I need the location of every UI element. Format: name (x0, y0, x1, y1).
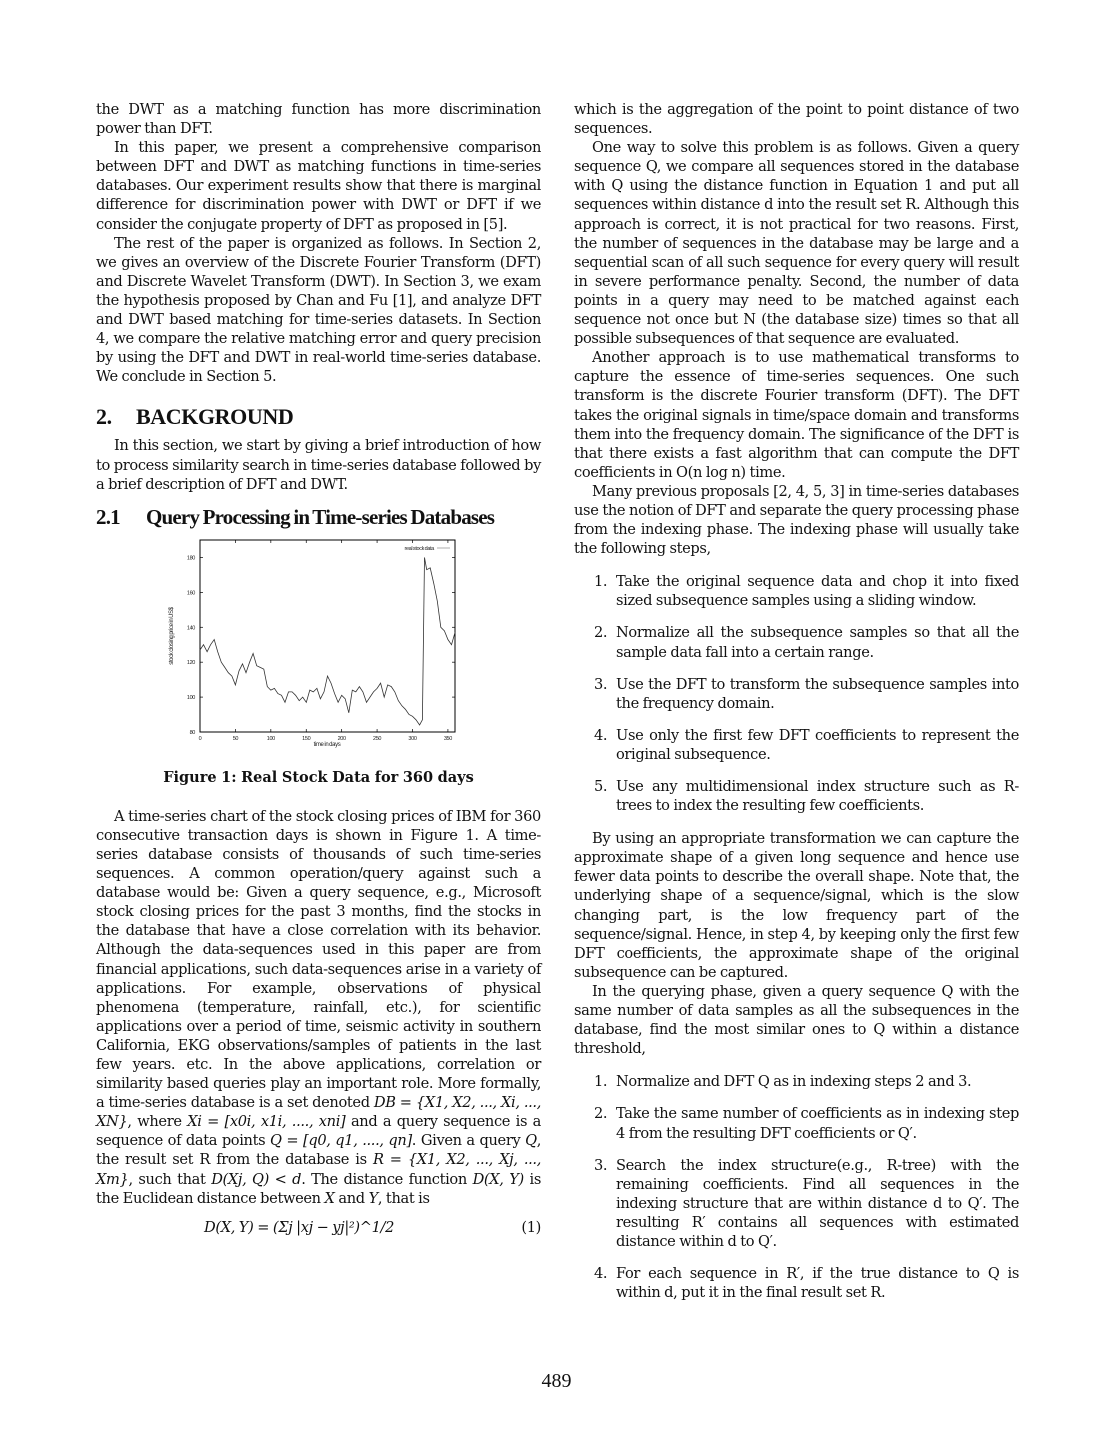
y-tick-label: 100 (186, 694, 195, 701)
series-line-real-stock-data (200, 557, 455, 725)
x-tick-label: 250 (373, 735, 382, 742)
math-r-set: R = {X1, X2, ..., Xj, ..., Xm} (96, 1151, 541, 1188)
legend-label: real stock data (404, 545, 434, 552)
section-title: BACKGROUND (136, 404, 294, 430)
y-tick-label: 180 (186, 555, 195, 562)
paragraph-by-using: By using an appropriate transformation we can capture the approximate shape of a given long sequence and hence use fewer data points to describe the overall shape. Note that, the underlying shape of a sequence/signal, which is the slow changing part, is the low frequency part of the sequence/signal. Hence, in step 4, by keeping only the first few DFT coefficients, the approximate shape of the original subsequence can be captured. (574, 830, 1019, 981)
paragraph-organization: The rest of the paper is organized as follows. In Section 2, we gives an overview of the Discrete Fourier Transform (DFT) and Discrete Wavelet Transform (DWT). In Section 3, we exam the hypothesis proposed by Chan and Fu [1], and analyze DFT and DWT based matching for time-series datasets. In Section 4, we compare the relative matching error and query precision by using the DFT and DWT in real-world time-series database. We conclude in Section 5. (96, 234, 541, 386)
y-tick-label: 140 (186, 624, 195, 631)
section-number: 2. (96, 404, 112, 430)
left-column (96, 100, 541, 1258)
right-column (574, 100, 1019, 1316)
list-item: 4. For each sequence in R′, if the true distance to Q is within d, put it in the final result set R. (594, 1265, 1019, 1302)
equation-expression: D(X, Y) = (Σj |xj − yj|²)^1/2 (204, 1218, 395, 1236)
figure-caption: Figure 1: Real Stock Data for 360 days (163, 768, 474, 786)
math-db-set: DB = {X1, X2, ..., Xi, ..., XN} (96, 1094, 541, 1131)
list-item: 4. Use only the first few DFT coefficients to represent the original subsequence. (594, 726, 1019, 763)
list-item: 2. Take the same number of coefficients as in indexing step 4 from the resulting DFT coefficients or Q′. (594, 1105, 1019, 1142)
x-axis-ticks (199, 540, 453, 742)
list-item: 1. Normalize and DFT Q as in indexing steps 2 and 3. (594, 1073, 972, 1091)
math-xi: Xi = [x0i, x1i, ...., xni] (187, 1113, 346, 1131)
paragraph-background: In this section, we start by giving a brief introduction of how to process similarity search in time-series database followed by a brief description of DFT and DWT. (96, 437, 541, 493)
x-tick-label: 100 (266, 735, 275, 742)
indexing-steps-list (574, 572, 1019, 815)
paragraph-one-way: One way to solve this problem is as follows. Given a query sequence Q, we compare all sequences stored in the database with Q using the distance function in Equation 1 and put all sequences within distance d into the result set R. Although this approach is correct, it is not practical for two reasons. First, the number of sequences in the database may be large and a sequential scan of all such sequence for every query will result in severe performance penalty. Second, the number of data points in a query may need to be matched against each sequence not once but N (the database size) times so that all possible subsequences of that sequence are evaluated. (574, 139, 1019, 348)
paragraph-another-approach: Another approach is to use mathematical transforms to capture the essence of time-series sequences. One such transform is the discrete Fourier transform (DFT). The DFT takes the original signals in time/space domain and transforms them into the frequency domain. The significance of the DFT is that there exists a fast algorithm that can compute the DFT coefficients in O(n log n) time. (574, 349, 1019, 481)
paragraph-present: In this paper, we present a comprehensive comparison between DFT and DWT as matching functions in time-series databases. Our experiment results show that there is marginal difference for discrimination power with DWT or DFT if we consider the conjugate property of DFT as proposed in [5]. (96, 139, 541, 233)
x-tick-label: 200 (337, 735, 346, 742)
list-item: 5. Use any multidimensional index structure such as R-trees to index the resulting few coefficients. (594, 778, 1019, 815)
math-q-seq: Q = [q0, q1, ...., qn] (270, 1132, 412, 1150)
math-dxy: D(X, Y) (472, 1170, 524, 1188)
paragraph-timeseries: A time-series chart of the stock closing prices of IBM for 360 consecutive transaction days is shown in Figure 1. A time-series database consists of thousands of such time-series sequences. A common operation/query against such a database would be: Given a query sequence, e.g., Microsoft stock closing prices for the past 3 months, find the stocks in the database that have a close correlation with its behavior. Although the data-sequences used in this paper are from financial applications, such data-sequences arise in a variety of applications. For example, observations of physical phenomena (temperature, rainfall, etc.), for scientific applications over a period of time, seismic activity in southern California, EKG observations/samples of patients in the last few years. etc. In the above applications, correlation or similarity based queries play an important role. More formally, a time-series database is a set denoted DB = {X1, X2, ..., Xi, ..., XN}, where Xi = [x0i, x1i, ...., xni] and a query sequence is a sequence of data points Q = [q0, q1, ...., qn]. Given a query Q, the result set R from the database is R = {X1, X2, ..., Xj, ..., Xm}, such that D(Xj, Q) < d. The distance function D(X, Y) is the Euclidean distance between X and Y, that is (96, 807, 542, 1207)
equation-number: (1) (521, 1218, 541, 1236)
subsection-number: 2.1 (96, 504, 120, 529)
y-tick-label: 160 (186, 590, 195, 597)
section-heading-background (96, 404, 541, 430)
subsection-title: Query Processing in Time-series Databases (146, 504, 495, 529)
x-tick-label: 300 (408, 735, 417, 742)
x-tick-label: 350 (443, 735, 452, 742)
math-y: Y (368, 1189, 378, 1207)
list-item: 2. Normalize all the subsequence samples so that all the sample data fall into a certain range. (594, 624, 1019, 661)
paragraph-aggregation: which is the aggregation of the point to point distance of two sequences. (574, 101, 1019, 138)
paragraph-many-proposals: Many previous proposals [2, 4, 5, 3] in time-series databases use the notion of DFT and separate the query processing phase from the indexing phase. The indexing phase will usually take the following steps, (574, 482, 1019, 558)
y-tick-label: 120 (186, 659, 195, 666)
list-item: 3. Use the DFT to transform the subsequence samples into the frequency domain. (594, 675, 1019, 712)
paragraph-intro-end: the DWT as a matching function has more discrimination power than DFT. (96, 101, 541, 138)
math-condition: D(Xj, Q) < d (211, 1170, 302, 1188)
figure-stock-chart (96, 538, 541, 756)
x-tick-label: 150 (302, 735, 311, 742)
paragraph-querying-phase: In the querying phase, given a query sequence Q with the same number of data samples as all the subsequences in the database, find the most similar ones to Q within a distance threshold, (574, 982, 1019, 1058)
y-axis-ticks (187, 555, 455, 736)
list-item: 3. Search the index structure(e.g., R-tree) with the remaining coefficients. Find all sequences in the indexing structure that are within distance d to Q′. The resulting R′ contains all sequences with estimated distance within d to Q′. (594, 1156, 1019, 1250)
x-tick-label: 0 (198, 735, 202, 742)
subsection-heading-query-processing (96, 504, 541, 530)
math-q: Q (525, 1132, 537, 1150)
stock-line-chart (96, 538, 541, 756)
page-number: 489 (541, 1370, 572, 1392)
x-axis-label: time in days (313, 741, 341, 748)
y-tick-label: 80 (189, 729, 195, 736)
query-steps-list (574, 1072, 1019, 1302)
x-tick-label: 50 (232, 735, 239, 742)
equation-1 (96, 1218, 541, 1258)
y-axis-label: stock closing price in US$ (169, 606, 175, 665)
math-x: X (324, 1189, 335, 1207)
list-item: 1. Take the original sequence data and chop it into fixed sized subsequence samples using a sliding window. (594, 573, 1019, 610)
